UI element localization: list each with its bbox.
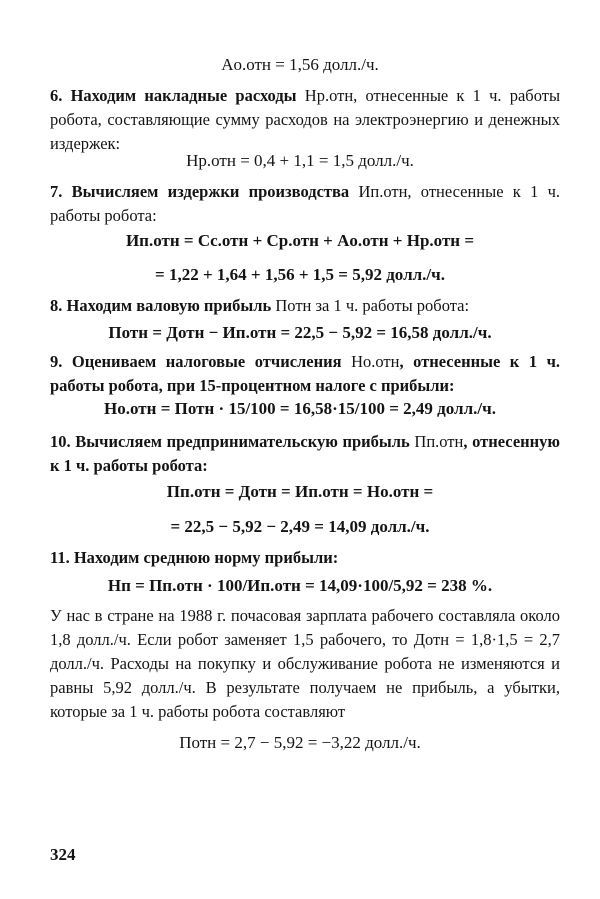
formula-gross-profit: Потн = Дотн − Ип.отн = 22,5 − 5,92 = 16,58 долл./ч. xyxy=(108,323,492,342)
step-7-variable: Ип.отн xyxy=(358,182,408,201)
formula-profit-rate: Нп = Пп.отн · 100/Ип.отн = 14,09·100/5,92 = 238 %. xyxy=(107,576,493,595)
step-9-text: , отнесенные к 1 ч. работы робота, при 15-процентном налоге с прибыли: xyxy=(50,352,561,395)
formula-entrepreneur-line1: Пп.отн = Дотн = Ип.отн = Но.отн = xyxy=(166,482,434,501)
page-number: 324 xyxy=(50,845,76,864)
step-8-number: 8. xyxy=(50,296,63,315)
step-11-lead: Находим среднюю норму прибыли: xyxy=(73,548,339,567)
formula-costs-line2: = 1,22 + 1,64 + 1,56 + 1,5 = 5,92 долл./ч. xyxy=(155,265,445,284)
step-11-number: 11. xyxy=(50,548,70,567)
step-6-paragraph xyxy=(50,84,560,156)
step-8-variable: Потн xyxy=(275,296,312,315)
step-9-variable: Но.отн xyxy=(351,352,400,371)
formula-costs-line1: Ип.отн = Cс.отн + Cр.отн + Aо.отн + Нр.отн = xyxy=(125,231,475,250)
step-7-text: , отнесенные к 1 ч. работы робота: xyxy=(50,182,561,225)
formula-overhead: Нр.отн = 0,4 + 1,1 = 1,5 долл./ч. xyxy=(186,151,414,170)
conclusion-paragraph: У нас в стране на 1988 г. почасовая зарплата рабочего составляла около 1,8 долл./ч. Если робот заменяет 1,5 рабочего, то Дотн = 1,8·1,5 = 2,7 долл./ч. Расходы на покупку и обслуживание робота не изменяются и равны 5,92 долл./ч. В результате получаем не прибыль, а убытки, которые за 1 ч. работы робота составляют xyxy=(50,606,560,721)
step-7-paragraph xyxy=(50,180,560,228)
step-7-lead: Вычисляем издержки производства xyxy=(71,182,350,201)
formula-entrepreneur-line2: = 22,5 − 5,92 − 2,49 = 14,09 долл./ч. xyxy=(170,517,430,536)
step-8-lead: Находим валовую прибыль xyxy=(66,296,272,315)
step-8-paragraph xyxy=(50,294,560,318)
formula-tax: Но.отн = Потн · 15/100 = 16,58·15/100 = 2,49 долл./ч. xyxy=(104,399,496,418)
step-10-text: , отнесенную к 1 ч. работы робота: xyxy=(50,432,561,475)
step-6-variable: Нр.отн xyxy=(304,86,354,105)
step-11-paragraph xyxy=(50,546,560,570)
step-10-variable: Пп.отн xyxy=(414,432,464,451)
step-9-paragraph xyxy=(50,350,560,398)
step-10-number: 10. xyxy=(50,432,71,451)
formula-loss: Потн = 2,7 − 5,92 = −3,22 долл./ч. xyxy=(179,733,421,752)
step-7-number: 7. xyxy=(50,182,63,201)
step-10-paragraph xyxy=(50,430,560,478)
step-9-number: 9. xyxy=(50,352,63,371)
step-6-number: 6. xyxy=(50,86,63,105)
step-10-lead: Вычисляем предпринимательскую прибыль xyxy=(75,432,410,451)
formula-depreciation: Aо.отн = 1,56 долл./ч. xyxy=(221,55,379,74)
step-9-lead: Оцениваем налоговые отчисления xyxy=(71,352,342,371)
step-6-lead: Находим накладные расходы xyxy=(70,86,297,105)
step-6-text: , отнесенные к 1 ч. работы робота, составляющие сумму расходов на электроэнергию и денежных издержек: xyxy=(50,86,561,153)
step-8-text: за 1 ч. работы робота: xyxy=(311,296,470,315)
